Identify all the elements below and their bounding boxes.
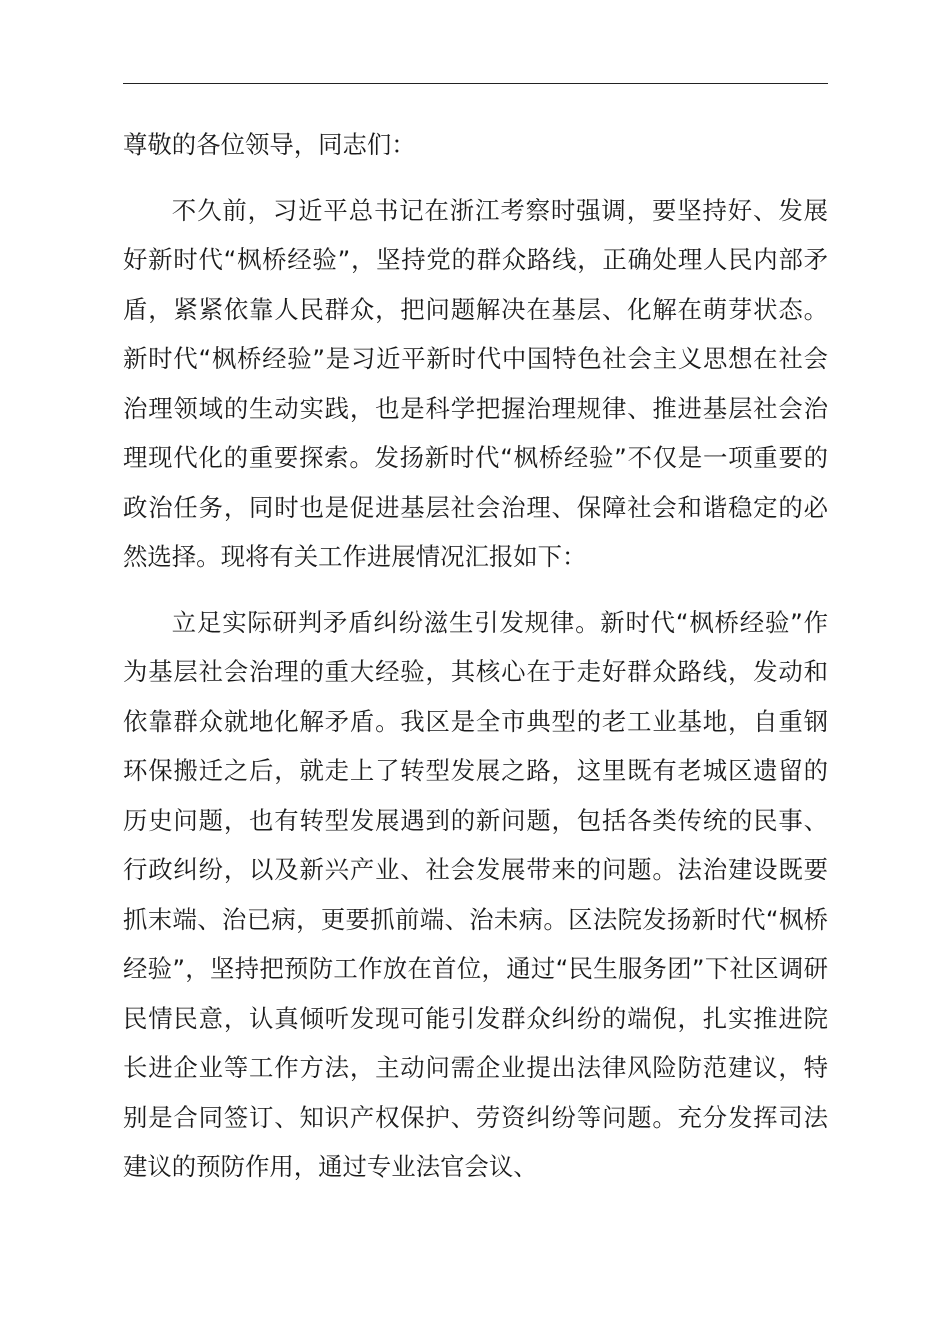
document-body — [123, 120, 828, 1192]
salutation: 尊敬的各位领导，同志们： — [123, 130, 416, 159]
paragraph-intro: 不久前，习近平总书记在浙江考察时强调，要坚持好、发展好新时代“枫桥经验”，坚持党的群众路线，正确处理人民内部矛盾，紧紧依靠人民群众，把问题解决在基层、化解在萌芽状态。新时代“枫桥经验”是习近平新时代中国特色社会主义思想在社会治理领域的生动实践，也是科学把握治理规律、推进基层社会治理现代化的重要探索。发扬新时代“枫桥经验”不仅是一项重要的政治任务，同时也是促进基层社会治理、保障社会和谐稳定的必然选择。现将有关工作进展情况汇报如下： — [123, 195, 828, 571]
header-rule — [123, 83, 828, 84]
paragraph-analysis: 立足实际研判矛盾纠纷滋生引发规律。新时代“枫桥经验”作为基层社会治理的重大经验，其核心在于走好群众路线，发动和依靠群众就地化解矛盾。我区是全市典型的老工业基地，自重钢环保搬迁之后，就走上了转型发展之路，这里既有老城区遗留的历史问题，也有转型发展遇到的新问题，包括各类传统的民事、行政纠纷，以及新兴产业、社会发展带来的问题。法治建设既要抓末端、治已病，更要抓前端、治未病。区法院发扬新时代“枫桥经验”，坚持把预防工作放在首位，通过“民生服务团”下社区调研民情民意，认真倾听发现可能引发群众纠纷的端倪，扎实推进院长进企业等工作方法，主动问需企业提出法律风险防范建议，特别是合同签订、知识产权保护、劳资纠纷等问题。充分发挥司法建议的预防作用，通过专业法官会议、 — [123, 607, 828, 1181]
